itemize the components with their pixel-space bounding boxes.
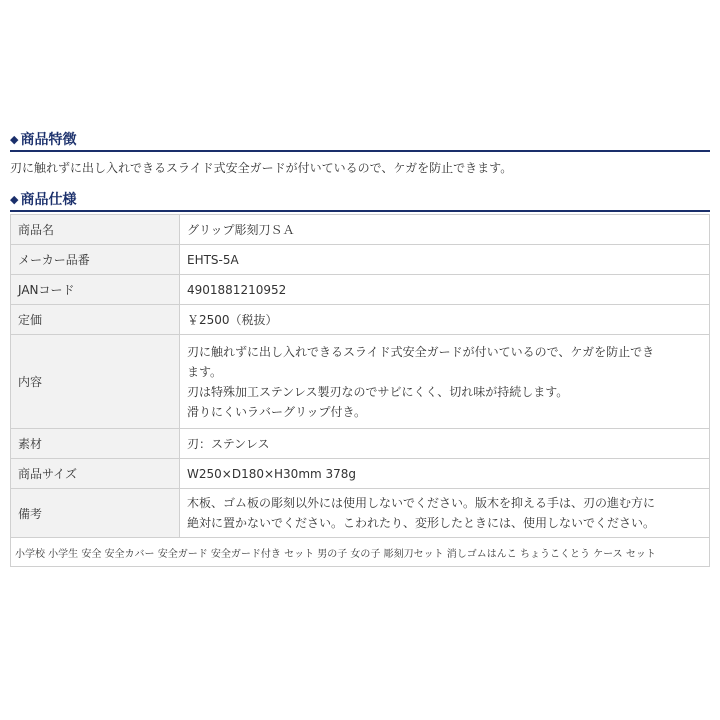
spec-label: 内容 [11,335,179,428]
spec-value: W250×D180×H30mm 378g [180,459,709,488]
notes-line: 絶対に置かないでください。こわれたり、変形したときには、使用しないでください。 [187,516,656,530]
spec-value: グリップ彫刻刀ＳＡ [180,215,709,244]
spec-value: 刃：ステンレス [180,429,709,458]
spec-heading-text: 商品仕様 [20,192,77,208]
contents-line: 刃は特殊加工ステンレス製刃なのでサビにくく、切れ味が持続します。 [187,384,569,399]
spec-row-size [11,459,709,488]
features-description: 刃に触れずに出し入れできるスライド式安全ガードが付いているので、ケガを防止できます。 [10,161,513,175]
spec-label: 商品名 [11,215,179,244]
spec-row-name [11,215,709,244]
spec-label: メーカー品番 [11,245,179,274]
spec-row-contents [11,335,709,428]
spec-row-material [11,429,709,458]
spec-label: 素材 [11,429,179,458]
spec-label: 定価 [11,305,179,334]
spec-row-notes [11,489,709,537]
product-info [10,128,710,567]
contents-line: 刃に触れずに出し入れできるスライド式安全ガードが付いているので、ケガを防止でき [187,344,655,359]
notes-line: 木板、ゴム板の彫刻以外には使用しないでください。版木を抑える手は、刃の進む方に [187,496,656,510]
spec-row-jan [11,275,709,304]
spec-label: 商品サイズ [11,459,179,488]
spec-label: 備考 [11,489,179,537]
spec-value: 4901881210952 [180,275,709,304]
spec-row-price [11,305,709,334]
features-heading [10,128,710,150]
diamond-icon: ◆ [10,192,19,206]
features-divider [10,150,710,152]
spec-value [180,489,709,537]
contents-line: ます。 [187,364,223,379]
spec-value [180,335,709,428]
features-heading-text: 商品特徴 [20,132,77,148]
spec-row-model [11,245,709,274]
contents-line: 滑りにくいラバーグリップ付き。 [187,404,367,419]
diamond-icon: ◆ [10,132,19,146]
spec-value: ￥2500（税抜） [180,305,709,334]
spec-label: JANコード [11,275,179,304]
spec-value: EHTS-5A [180,245,709,274]
keyword-tags: 小学校 小学生 安全 安全カバー 安全ガード 安全ガード付き セット 男の子 女の子 彫刻刀セット 消しゴムはんこ ちょうこくとう ケース セット [11,538,709,566]
tags-table [10,537,710,567]
spec-table [10,214,710,538]
spec-heading [10,188,710,210]
spec-divider [10,210,710,212]
